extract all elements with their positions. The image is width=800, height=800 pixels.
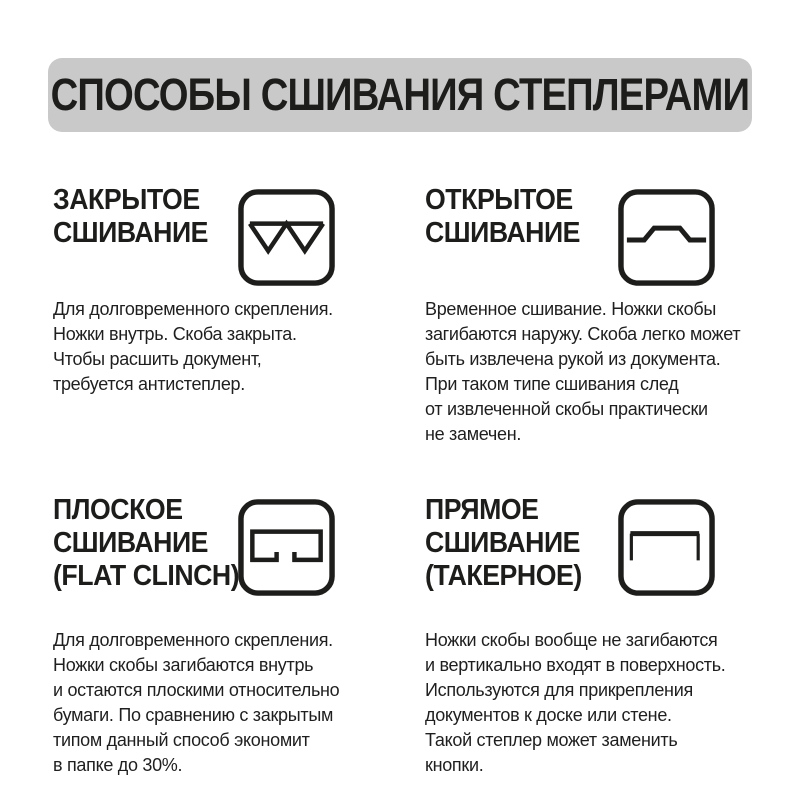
section-description [53, 297, 333, 397]
section-closed-stitching [53, 184, 403, 394]
text-line: требуется антистеплер. [53, 374, 245, 394]
text-line: и остаются плоскими относительно [53, 680, 340, 700]
heading-line: СШИВАНИЕ [53, 527, 209, 559]
heading-line: СШИВАНИЕ [425, 527, 581, 559]
section-description [53, 628, 339, 778]
text-line: Ножки скобы загибаются внутрь [53, 655, 314, 675]
text-line: Ножки скобы вообще не загибаются [425, 630, 718, 650]
text-line: быть извлечена рукой из документа. [425, 349, 721, 369]
heading-line: ЗАКРЫТОЕ [53, 184, 200, 216]
closed-staple-icon-svg [237, 188, 336, 287]
page-title: СПОСОБЫ СШИВАНИЯ СТЕПЛЕРАМИ [50, 69, 750, 120]
text-line: Ножки внутрь. Скоба закрыта. [53, 324, 297, 344]
title-banner [48, 58, 752, 132]
flat-clinch-staple-icon-svg [237, 498, 336, 597]
text-line: Такой степлер может заменить [425, 730, 678, 750]
text-line: Чтобы расшить документ, [53, 349, 262, 369]
text-line: Для долговременного скрепления. [53, 299, 333, 319]
text-line: Используются для прикрепления [425, 680, 693, 700]
heading-line: СШИВАНИЕ [425, 217, 581, 249]
heading-line: (FLAT CLINCH) [53, 560, 240, 592]
open-staple-icon [617, 188, 716, 287]
text-line: и вертикально входят в поверхность. [425, 655, 726, 675]
heading-line: (ТАКЕРНОЕ) [425, 560, 582, 592]
section-open-stitching [425, 184, 775, 444]
open-staple-icon-svg [617, 188, 716, 287]
heading-line: СШИВАНИЕ [53, 217, 209, 249]
section-direct-tacker-stitching [425, 494, 775, 775]
text-line: не замечен. [425, 424, 522, 444]
text-line: кнопки. [425, 755, 484, 775]
text-line: от извлеченной скобы практически [425, 399, 708, 419]
text-line: Временное сшивание. Ножки скобы [425, 299, 717, 319]
text-line: При таком типе сшивания след [425, 374, 679, 394]
closed-staple-icon [237, 188, 336, 287]
section-description [425, 628, 726, 778]
flat-clinch-staple-icon [237, 498, 336, 597]
heading-line: ПРЯМОЕ [425, 494, 539, 526]
heading-line: ОТКРЫТОЕ [425, 184, 573, 216]
text-line: документов к доске или стене. [425, 705, 672, 725]
section-description [425, 297, 740, 447]
text-line: бумаги. По сравнению с закрытым [53, 705, 334, 725]
tacker-staple-icon-svg [617, 498, 716, 597]
text-line: в папке до 30%. [53, 755, 183, 775]
tacker-staple-icon [617, 498, 716, 597]
text-line: Для долговременного скрепления. [53, 630, 333, 650]
text-line: загибаются наружу. Скоба легко может [425, 324, 741, 344]
heading-line: ПЛОСКОЕ [53, 494, 183, 526]
section-flat-clinch-stitching [53, 494, 403, 775]
text-line: типом данный способ экономит [53, 730, 310, 750]
